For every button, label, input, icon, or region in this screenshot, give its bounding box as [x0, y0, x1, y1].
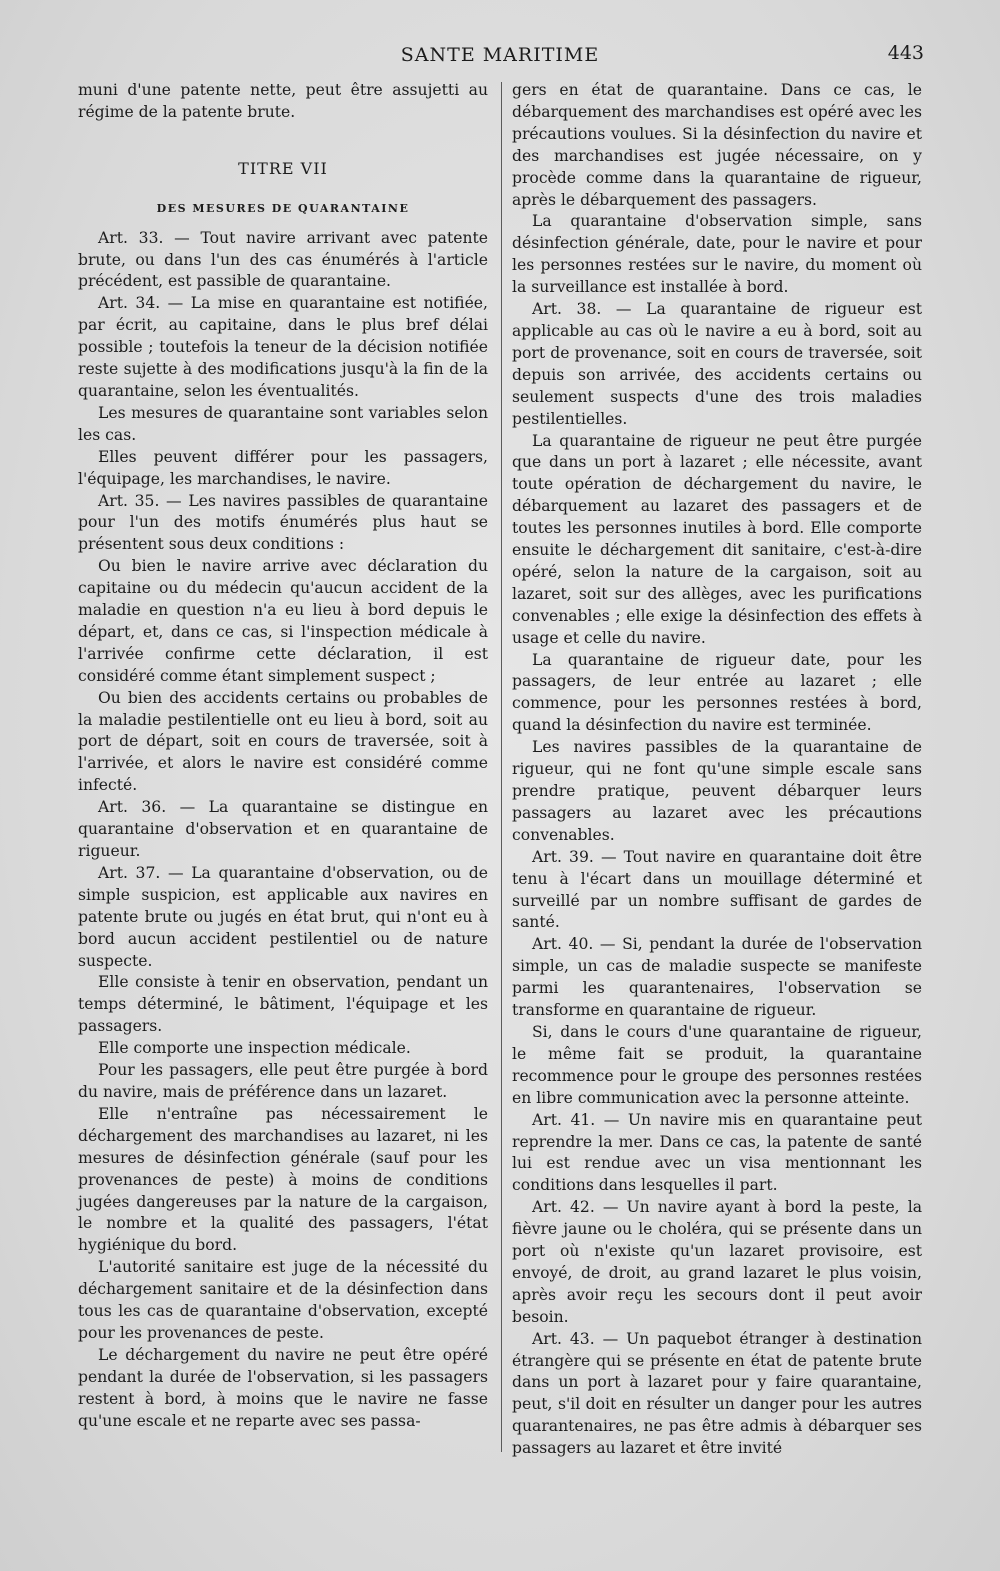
paragraph: Pour les passagers, elle peut être purgée à bord du navire, mais de préférence dans un lazaret.	[78, 1061, 488, 1101]
paragraph: Elles peuvent différer pour les passagers, l'équipage, les marchandises, le navire.	[78, 447, 488, 488]
paragraph: Elle n'entraîne pas nécessairement le déchargement des marchandises au lazaret, ni les mesures de désinfection générale (sauf pour les provenances de peste) à moins de conditions jugées dangereuses par la nature de la cargaison, le nombre et la qualité des passagers, l'état hygiénique du bord.	[78, 1104, 488, 1255]
paragraph: L'autorité sanitaire est juge de la nécessité du déchargement sanitaire et de la désinfection dans tous les cas de quarantaine d'observation, excepté pour les provenances de peste.	[78, 1258, 488, 1342]
running-head	[0, 40, 1000, 70]
paragraph: Si, dans le cours d'une quarantaine de rigueur, le même fait se produit, la quarantaine recommence pour le groupe des personnes restées en libre communication avec la personne atteinte.	[512, 1022, 922, 1107]
column-divider	[501, 82, 502, 1452]
paragraph: Les mesures de quarantaine sont variables selon les cas.	[78, 403, 488, 444]
paragraph: Les navires passibles de la quarantaine de rigueur, qui ne font qu'une simple escale sans prendre pratique, peuvent débarquer leurs passagers au lazaret avec les précautions convenables.	[512, 738, 922, 844]
paragraph: Art. 39. — Tout navire en quarantaine doit être tenu à l'écart dans un mouillage déterminé et surveillé par un nombre suffisant de gardes de santé.	[512, 847, 922, 932]
paragraph: La quarantaine de rigueur date, pour les passagers, de leur entrée au lazaret ; elle commence, pour les personnes restées à bord, quand la désinfection du navire est terminée.	[512, 650, 922, 735]
section-subtitle: DES MESURES DE QUARANTAINE	[156, 201, 410, 215]
paragraph: Art. 38. — La quarantaine de rigueur est applicable au cas où le navire a eu à bord, soit au port de provenance, soit en cours de traversée, soit depuis son arrivée, des accidents certains ou seulement suspects d'une des trois maladies pestilentielles.	[512, 300, 922, 428]
running-title: SANTE MARITIME	[400, 44, 600, 66]
paragraph: La quarantaine d'observation simple, sans désinfection générale, date, pour le navire et pour les personnes restées sur le navire, du moment où la surveillance est installée à bord.	[512, 212, 922, 297]
right-column	[512, 80, 922, 1460]
paragraph: Art. 34. — La mise en quarantaine est notifiée, par écrit, au capitaine, dans le plus bref délai possible ; toutefois la teneur de la décision notifiée reste sujette à des modifications jusqu'à la fin de la quarantaine, selon les éventualités.	[78, 294, 488, 400]
paragraph: Art. 37. — La quarantaine d'observation, ou de simple suspicion, est applicable aux navires en patente brute ou jugés en état brut, qui n'ont eu à bord aucun accident pestilentiel ou de nature suspecte.	[78, 863, 488, 970]
paragraph: Elle consiste à tenir en observation, pendant un temps déterminé, le bâtiment, l'équipage et les passagers.	[78, 973, 488, 1036]
paragraph: Le déchargement du navire ne peut être opéré pendant la durée de l'observation, si les passagers restent à bord, à moins que le navire ne fasse qu'une escale et ne reparte avec ses passa-	[78, 1345, 488, 1430]
paragraph: Ou bien des accidents certains ou probables de la maladie pestilentielle ont eu lieu à bord, soit au port de départ, soit en cours de traversée, soit à l'arrivée, et alors le navire est considéré comme infecté.	[78, 688, 488, 795]
paragraph: Ou bien le navire arrive avec déclaration du capitaine ou du médecin qu'aucun accident de la maladie en question n'a eu lieu à bord depuis le départ, et, dans ce cas, si l'inspection médicale à l'arrivée confirme cette déclaration, il est considéré comme étant simplement suspect ;	[78, 557, 488, 685]
paragraph: Elle comporte une inspection médicale.	[98, 1039, 411, 1058]
paragraph: Art. 40. — Si, pendant la durée de l'observation simple, un cas de maladie suspecte se manifeste parmi les quarantenaires, l'observation se transforme en quarantaine de rigueur.	[512, 935, 922, 1020]
paragraph: gers en état de quarantaine. Dans ce cas, le débarquement des marchandises est opéré avec les précautions voulues. Si la désinfection du navire et des marchandises est jugée nécessaire, on y procède comme dans la quarantaine de rigueur, après le débarquement des passagers.	[512, 81, 922, 209]
section-title: TITRE VII	[238, 158, 328, 178]
paragraph: Art. 36. — La quarantaine se distingue en quarantaine d'observation et en quarantaine de rigueur.	[78, 798, 488, 860]
paragraph: Art. 42. — Un navire ayant à bord la peste, la fièvre jaune ou le choléra, qui se présente dans un port où n'existe qu'un lazaret provisoire, est envoyé, de droit, au grand lazaret le plus voisin, après avoir reçu les secours dont il peut avoir besoin.	[512, 1198, 922, 1326]
page-number: 443	[887, 42, 924, 64]
paragraph: La quarantaine de rigueur ne peut être purgée que dans un port à lazaret ; elle nécessite, avant toute opération de déchargement du navire, le débarquement au lazaret des passagers et de toutes les personnes inutiles à bord. Elle comporte ensuite le déchargement dit sanitaire, c'est-à-dire opéré, selon la nature de la cargaison, soit au lazaret, soit sur des allèges, avec les purifications convenables ; elle exige la désinfection des effets à usage et celle du navire.	[512, 431, 922, 647]
left-column	[78, 80, 488, 1432]
paragraph: Art. 41. — Un navire mis en quarantaine peut reprendre la mer. Dans ce cas, la patente de santé lui est rendue avec un visa mentionnant les conditions dans lesquelles il part.	[512, 1110, 922, 1195]
paragraph: Art. 33. — Tout navire arrivant avec patente brute, ou dans l'un des cas énumérés à l'article précédent, est passible de quarantaine.	[78, 228, 488, 291]
paragraph: Art. 35. — Les navires passibles de quarantaine pour l'un des motifs énumérés plus haut se présentent sous deux conditions :	[78, 491, 488, 554]
paragraph: Art. 43. — Un paquebot étranger à destination étrangère qui se présente en état de patente brute dans un port à lazaret pour y faire quarantaine, peut, s'il doit en résulter un danger pour les autres quarantenaires, ne pas être admis à débarquer ses passagers au lazaret et être invité	[512, 1329, 922, 1458]
paragraph: muni d'une patente nette, peut être assujetti au régime de la patente brute.	[78, 81, 488, 121]
